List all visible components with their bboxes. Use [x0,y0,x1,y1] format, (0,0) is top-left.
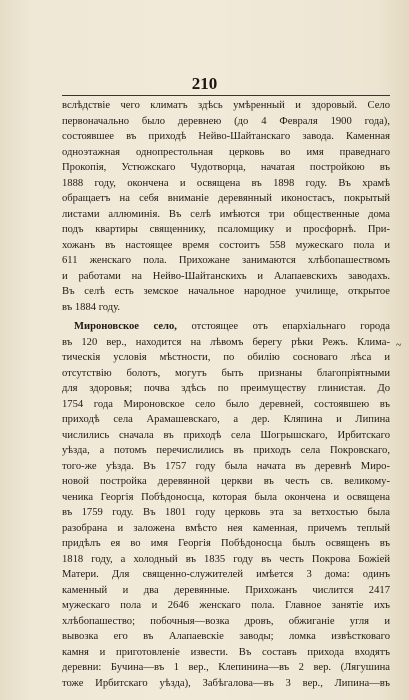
text-line: Прокопія, Устюжскаго Чудотворца, начатая постройкою въ [62,162,390,173]
text-line: въ 1884 году. [62,301,121,313]
text-line: вывозка его въ Алапаевскіе заводы; ломка извѣстковаго [62,631,390,642]
text-line: ченика Георгія Побѣдоносца, которая была окончена и освящена [62,491,390,503]
text-line: для здоровья; почва здѣсь по преимуществу глинистая. До [62,383,390,394]
text-line: Въ селѣ есть земское начальное народное училище, открытое [62,286,390,297]
page-text [62,98,390,691]
paragraph-2-title: Мироновское село, [74,321,177,332]
text-line: и работами на Нейво-Шайтанскихъ и Алапаевскихъ заводахъ. [62,270,390,282]
text-line: камня и приготовленіе извести. Въ составъ прихода входятъ [62,646,390,658]
text-line: вслѣдствіе чего климатъ здѣсь умѣренный и здоровый. Село [62,100,390,111]
text-line: деревни: Бучина—въ 1 вер., Клепинина—въ 2 вер. (Лягушина [62,662,390,673]
text-line: состоявшее въ приходѣ Нейво-Шайтанскаго завода. Каменная [62,131,390,142]
text-line: 1818 году, а холодный въ 1835 году въ честь Покрова Божіей [62,553,390,565]
paragraph-2 [62,319,390,691]
text-line: тическія условія мѣстности, по обилію сосноваго лѣса и [62,352,390,363]
text-line: приходѣ села Арамашевскаго, а дер. Кляпина и Липина [62,414,390,425]
text-line: первоначально было деревнею (до 4 Февраля 1900 года), [62,115,390,127]
text-line: каменный и два деревянные. Прихожанъ числится 2417 [62,584,390,596]
text-line: уѣзда, а потомъ перечислились въ приходъ села Покровскаго, [62,445,390,456]
text-line: хожанъ въ настоящее время состоитъ 558 мужескаго пола и [62,239,390,251]
text-line: придѣлъ ея во имя Георгія Побѣдоносца былъ освященъ въ [62,538,390,549]
text-line: новой постройка деревянной церкви въ честь св. великому- [62,476,390,487]
header-rule [62,95,390,96]
text-line: тоже Ирбитскаго уѣзда), Забѣгалова—въ 3 вер., Липина—въ [62,677,390,689]
text-line: Матери. Для священно-служителей имѣется 3 дома: одинъ [62,569,390,580]
text-line: въ 1759 году. Въ 1801 году церковь эта за ветхостью была [62,507,390,518]
text-line: 1754 года Мироновское село было деревней, состоявшею въ [62,398,390,410]
text-line: листами аллюминія. Въ селѣ имѣются три общественные дома [62,208,390,220]
text-line: того-же уѣзда. Въ 1757 году была начата въ деревнѣ Миро- [62,460,390,472]
text-line: подъ квартиры священнику, псаломщику и просфорнѣ. При- [62,224,390,235]
text-line: хлѣбопашество; побочныя—возка дровъ, обжиганіе угля и [62,615,390,627]
paragraph-2-first-line [62,319,390,335]
paragraph-1 [62,98,390,315]
text-line: 611 женскаго пола. Прихожане занимаются хлѣбопашествомъ [62,255,390,266]
text-line: числились сначала въ приходѣ села Шогрышскаго, Ирбитскаго [62,429,390,441]
text-line: отсутствію болотъ, могутъ быть признаны благопріятными [62,367,390,379]
page-number: 210 [191,74,218,93]
text-line: обращаетъ на себя вниманіе деревянный иконостасъ, покрытый [62,193,390,204]
text-line: въ 120 вер., находится на лѣвомъ берегу рѣки Режъ. Клима- [62,336,390,348]
text-line: мужескаго пола и 2646 женскаго пола. Главное занятіе ихъ [62,600,390,611]
text-line: 1888 году, окончена и освящена въ 1898 году. Въ храмѣ [62,177,390,189]
paragraph-2-first-text: отстоящее отъ епархіальнаго города [176,321,390,332]
text-line: одноэтажная однопрестольная церковь во имя праведнаго [62,146,390,158]
text-line: разобрана и заложена вмѣсто нея каменная, причемъ теплый [62,522,390,534]
margin-mark: ~ [396,340,402,351]
